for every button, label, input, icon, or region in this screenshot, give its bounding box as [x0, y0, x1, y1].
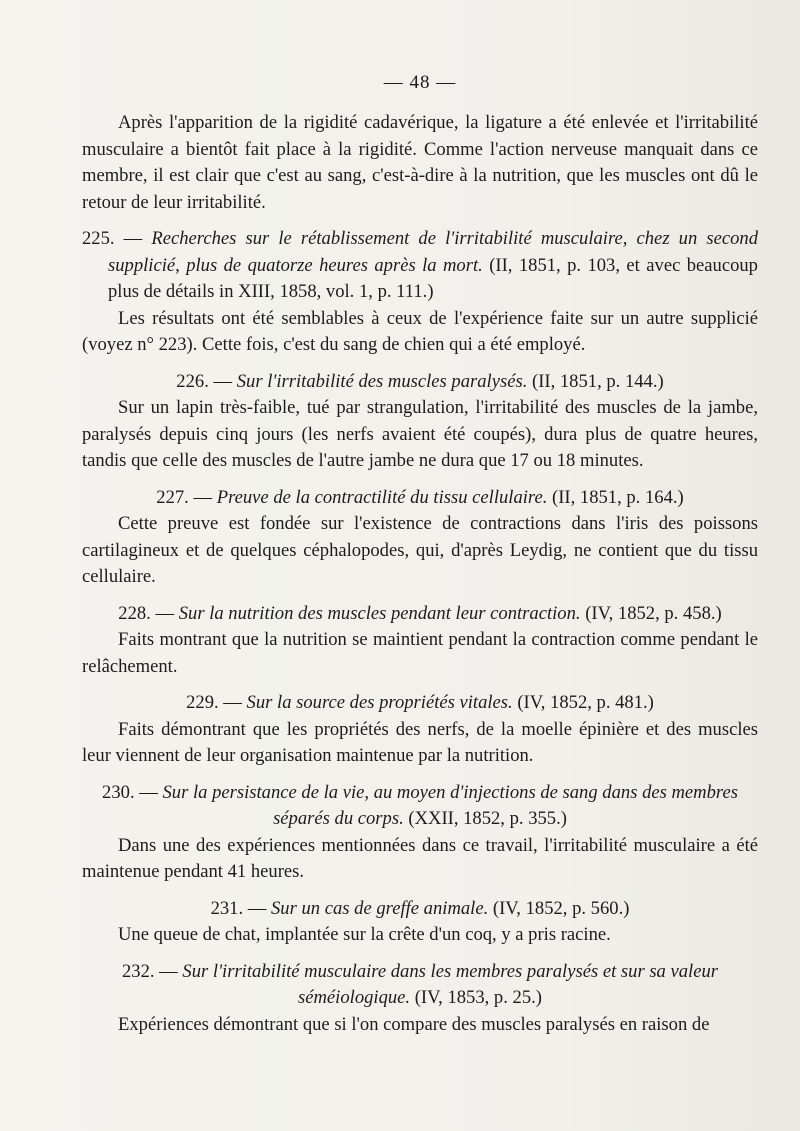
entry-225-heading: 225. — Recherches sur le rétablissement de l'irritabilité musculaire, chez un second supplicié, plus de quatorze heures après la mort. (II, 1851, p. 103, et avec beaucoup plus de détails in XIII, 1858, vol. 1, p. 111.): [82, 228, 758, 302]
entry-225-text: Les résultats ont été semblables à ceux de l'expérience faite sur un autre supplicié (voyez n° 223). Cette fois, c'est du sang de chien qui a été employé.: [82, 307, 758, 355]
entry-229-heading: 229. — Sur la source des propriétés vitales. (IV, 1852, p. 481.): [186, 692, 654, 713]
entry-number: 232.: [121, 960, 155, 982]
entry-title: Sur l'irritabilité des muscles paralysés.: [236, 370, 528, 392]
entry-number: 227.: [156, 486, 189, 508]
entry-number: 228.: [118, 602, 151, 624]
entry-reference: (IV, 1852, p. 481.): [517, 692, 654, 713]
entry-title: Sur l'irritabilité musculaire dans les membres paralysés et sur sa valeur séméiologique.: [182, 960, 719, 1008]
entry-title: Sur la persistance de la vie, au moyen d'injections de sang dans des membres séparés du corps.: [162, 781, 738, 829]
entry-title: Preuve de la contractilité du tissu cellulaire.: [216, 486, 548, 508]
entry-reference: (IV, 1852, p. 560.): [492, 897, 630, 919]
entry-reference: (II, 1851, p. 144.): [532, 370, 664, 392]
entry-227-heading: 227. — Preuve de la contractilité du tissu cellulaire. (II, 1851, p. 164.): [156, 486, 684, 508]
entry-number: 225.: [82, 228, 115, 249]
entry-reference: (XXII, 1852, p. 355.): [408, 808, 567, 829]
entry-title: Sur la source des propriétés vitales.: [246, 692, 513, 713]
page-body: [82, 110, 758, 1038]
entry-227-text: Cette preuve est fondée sur l'existence de contractions dans l'iris des poissons cartilagineux et de quelques céphalopodes, qui, d'après Leydig, ne contient que du tissu cellulaire.: [82, 513, 758, 587]
entry-232-heading: 232. — Sur l'irritabilité musculaire dans les membres paralysés et sur sa valeur séméiologique. (IV, 1853, p. 25.): [121, 960, 719, 1008]
entry-228-text: Faits montrant que la nutrition se maintient pendant la contraction comme pendant le relâchement.: [82, 629, 758, 677]
entry-226-text: Sur un lapin très-faible, tué par strangulation, l'irritabilité des muscles de la jambe, paralysés depuis cinq jours (les nerfs avaient été coupés), dura plus de quatre heures, tandis que celle des muscles de l'autre jambe ne dura que 17 ou 18 minutes.: [82, 397, 758, 471]
entry-number: 226.: [176, 370, 209, 392]
entry-reference: (IV, 1852, p. 458.): [585, 602, 722, 624]
entry-reference: (II, 1851, p. 164.): [552, 486, 684, 508]
page-number: — 48 —: [383, 72, 457, 93]
entry-230-heading: 230. — Sur la persistance de la vie, au moyen d'injections de sang dans des membres séparés du corps. (XXII, 1852, p. 355.): [102, 781, 738, 829]
entry-number: 229.: [186, 692, 219, 713]
intro-paragraph: Après l'apparition de la rigidité cadavérique, la ligature a été enlevée et l'irritabilité musculaire a bientôt fait place à la rigidité. Comme l'action nerveuse manquait dans ce membre, il est clair que c'est au sang, c'est-à-dire à la nutrition, que les muscles ont dû le retour de leur irritabilité.: [82, 112, 758, 213]
entry-231-heading: 231. — Sur un cas de greffe animale. (IV, 1852, p. 560.): [210, 897, 630, 919]
entry-229-text: Faits démontrant que les propriétés des nerfs, de la moelle épinière et des muscles leur viennent de leur organisation maintenue par la nutrition.: [82, 718, 758, 766]
entry-title: Recherches sur le rétablissement de l'irritabilité musculaire, chez un second supplicié, plus de quatorze heures après la mort.: [108, 228, 758, 276]
entry-title: Sur un cas de greffe animale.: [271, 897, 489, 919]
entry-232-text: Expériences démontrant que si l'on compare des muscles paralysés en raison de: [118, 1013, 710, 1035]
entry-226-heading: 226. — Sur l'irritabilité des muscles paralysés. (II, 1851, p. 144.): [176, 370, 664, 392]
entry-231-text: Une queue de chat, implantée sur la crête d'un coq, y a pris racine.: [118, 924, 611, 945]
entry-reference: (II, 1851, p. 103, et avec beaucoup plus de détails in XIII, 1858, vol. 1, p. 111.): [108, 254, 758, 302]
entry-230-text: Dans une des expériences mentionnées dans ce travail, l'irritabilité musculaire a été maintenue pendant 41 heures.: [82, 834, 758, 882]
entry-title: Sur la nutrition des muscles pendant leur contraction.: [178, 602, 581, 624]
entry-number: 230.: [102, 781, 135, 803]
entry-number: 231.: [210, 897, 244, 919]
entry-reference: (IV, 1853, p. 25.): [414, 987, 542, 1008]
entry-228-heading: 228. — Sur la nutrition des muscles pendant leur contraction. (IV, 1852, p. 458.): [118, 602, 722, 624]
